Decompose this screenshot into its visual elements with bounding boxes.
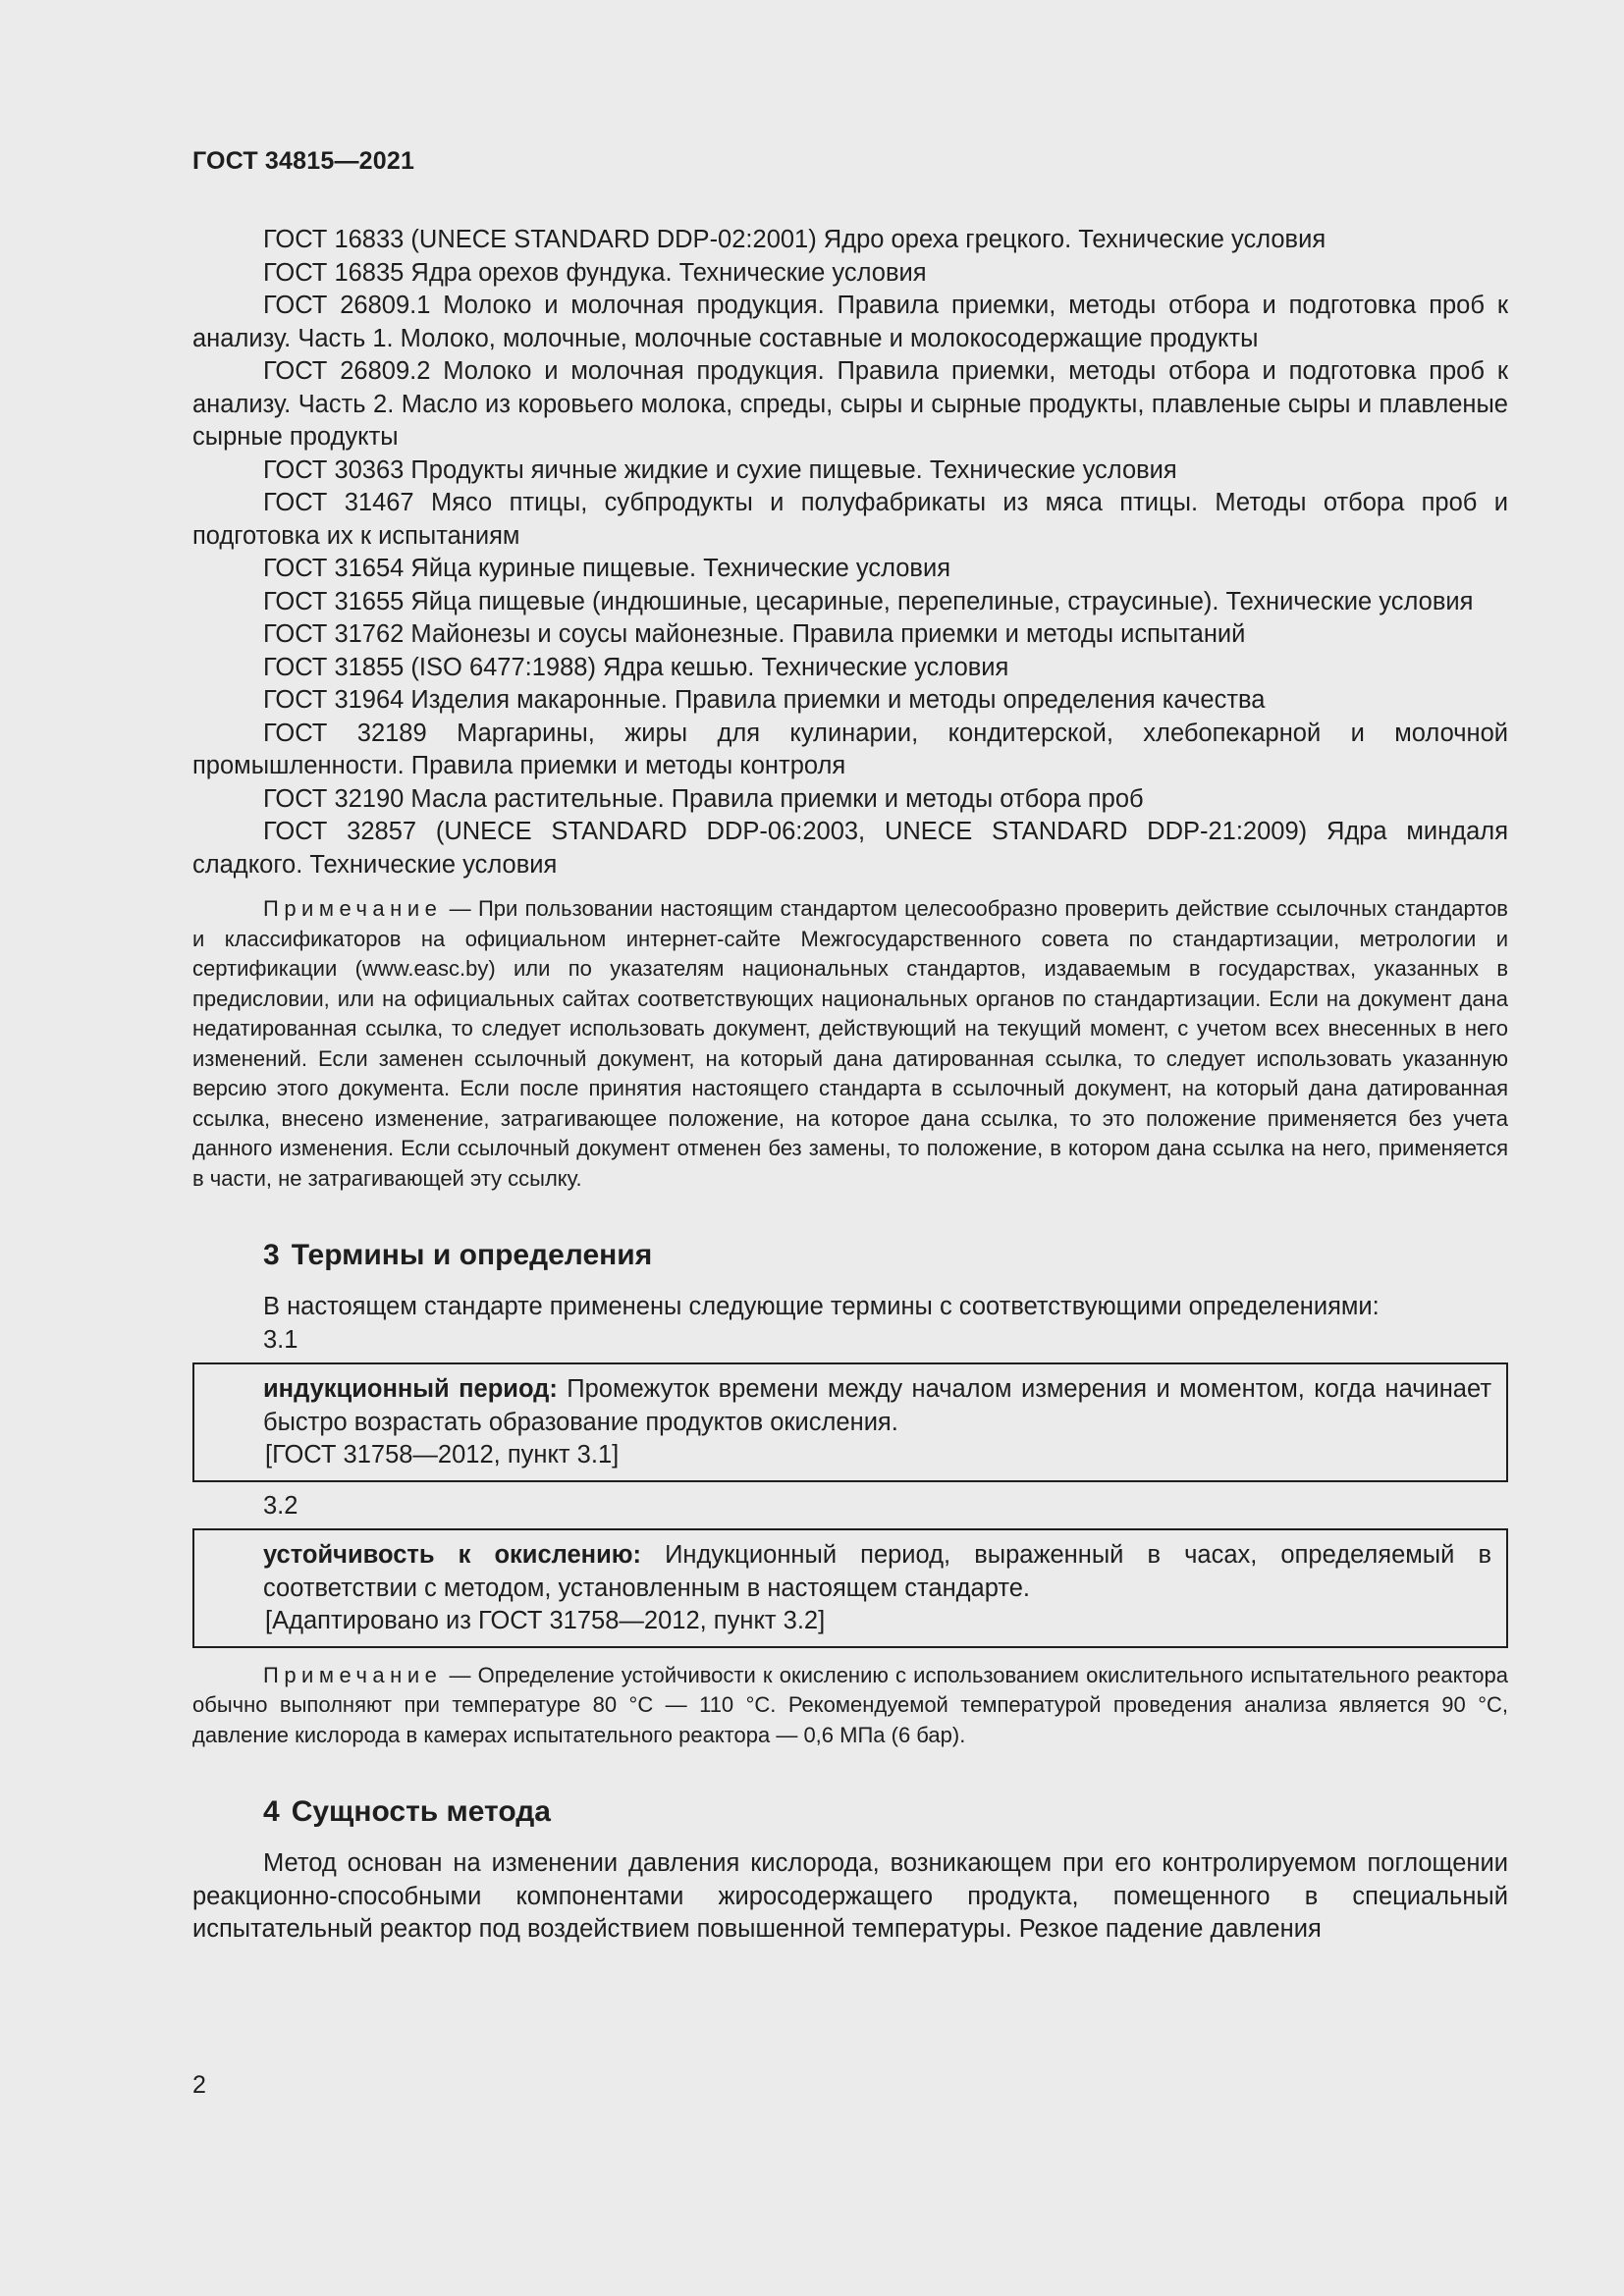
term-definition-box — [192, 1362, 1508, 1482]
reference-item: ГОСТ 30363 Продукты яичные жидкие и сухие пищевые. Технические условия — [263, 455, 1177, 484]
note-text: — Определение устойчивости к окислению с использованием окислительного испытательного реактора обычно выполняют при температуре 80 °С — 110 °С. Рекомендуемой температурой проведения анализа является 90 °С, давление кислорода в камерах испытательного реактора — 0,6 МПа (6 бар). — [192, 1662, 1508, 1747]
section-number: 4 — [263, 1795, 280, 1828]
term-definition: Промежуток времени между началом измерения и моментом, когда начинает быстро возрастать образование продуктов окисления. — [263, 1375, 1492, 1436]
term-name: индукционный период: — [263, 1375, 558, 1403]
section-3-heading — [263, 1236, 1508, 1275]
reference-item: ГОСТ 16835 Ядра орехов фундука. Технические условия — [263, 258, 927, 287]
reference-item: ГОСТ 31654 Яйца куриные пищевые. Технические условия — [263, 555, 951, 582]
reference-item: ГОСТ 31655 Яйца пищевые (индюшиные, цесариные, перепелиные, страусиные). Технические условия — [263, 587, 1474, 615]
reference-item: ГОСТ 31855 (ISO 6477:1988) Ядра кешью. Технические условия — [263, 653, 1009, 681]
reference-item: ГОСТ 31762 Майонезы и соусы майонезные. Правила приемки и методы испытаний — [263, 620, 1246, 648]
terms-note — [192, 1661, 1508, 1751]
section-4-heading — [263, 1792, 1508, 1832]
term-source: [Адаптировано из ГОСТ 31758—2012, пункт 3.2] — [265, 1607, 826, 1634]
reference-item: ГОСТ 26809.2 Молоко и молочная продукция. Правила приемки, методы отбора и подготовка проб к анализу. Часть 2. Масло из коровьего молока, спреды, сыры и сырные продукты, плавленые сыры и плавленые сырные продукты — [192, 357, 1508, 451]
term-definition-box — [192, 1528, 1508, 1648]
reference-item: ГОСТ 32857 (UNECE STANDARD DDP-06:2003, UNECE STANDARD DDP-21:2009) Ядра миндаля сладкого. Технические условия — [192, 818, 1508, 879]
term-definition: Индукционный период, выраженный в часах, определяемый в соответствии с методом, установленным в настоящем стандарте. — [263, 1541, 1491, 1602]
note-label: Примечание — [263, 1662, 443, 1687]
references-note — [192, 894, 1508, 1194]
reference-item: ГОСТ 31964 Изделия макаронные. Правила приемки и методы определения качества — [263, 686, 1266, 714]
section-title: Сущность метода — [291, 1795, 551, 1828]
section-3-intro: В настоящем стандарте применены следующие термины с соответствующими определениями: — [263, 1293, 1380, 1320]
reference-item: ГОСТ 32190 Масла растительные. Правила приемки и методы отбора проб — [263, 784, 1144, 813]
page-body — [192, 224, 1508, 1947]
note-text: — При пользовании настоящим стандартом целесообразно проверить действие ссылочных стандартов и классификаторов на официальном интернет-сайте Межгосударственного совета по стандартизации, метрологии и сертификации (www.easc.by) или по указателям национальных стандартов, издаваемым в государствах, указанных в предисловии, или на официальных сайтах соответствующих национальных органов по стандартизации. Если на документ дана недатированная ссылка, то следует использовать документ, действующий на текущий момент, с учетом всех внесенных в него изменений. Если заменен ссылочный документ, на который дана датированная ссылка, то следует использовать указанную версию этого документа. Если после принятия настоящего стандарта в ссылочный документ, на который дана датированная ссылка, внесено изменение, затрагивающее положение, на которое дана ссылка, то это положение применяется без учета данного изменения. Если ссылочный документ отменен без замены, то положение, в котором дана ссылка на него, применяется в части, не затрагивающей эту ссылку. — [192, 896, 1508, 1191]
normative-references-list — [192, 224, 1508, 881]
reference-item: ГОСТ 16833 (UNECE STANDARD DDP-02:2001) Ядро ореха грецкого. Технические условия — [263, 226, 1326, 253]
section-title: Термины и определения — [291, 1239, 653, 1271]
section-4-text: Метод основан на изменении давления кислорода, возникающем при его контролируемом поглощении реакционно-способными компонентами жиросодержащего продукта, помещенного в специальный испытательный реактор под воздействием повышенной температуры. Резкое падение давления — [192, 1849, 1508, 1943]
reference-item: ГОСТ 26809.1 Молоко и молочная продукция. Правила приемки, методы отбора и подготовка проб к анализу. Часть 1. Молоко, молочные, молочные составные и молокосодержащие продукты — [192, 292, 1508, 352]
term-number: 3.2 — [263, 1491, 298, 1520]
section-number: 3 — [263, 1239, 280, 1271]
term-name: устойчивость к окислению: — [263, 1541, 642, 1569]
document-header: ГОСТ 34815—2021 — [192, 147, 415, 175]
reference-item: ГОСТ 32189 Маргарины, жиры для кулинарии, кондитерской, хлебопекарной и молочной промышленности. Правила приемки и методы контроля — [192, 719, 1508, 779]
page-number: 2 — [192, 2071, 206, 2099]
term-number: 3.1 — [263, 1325, 298, 1354]
note-label: Примечание — [263, 896, 443, 921]
reference-item: ГОСТ 31467 Мясо птицы, субпродукты и полуфабрикаты из мяса птицы. Методы отбора проб и подготовка их к испытаниям — [192, 489, 1508, 550]
term-source: [ГОСТ 31758—2012, пункт 3.1] — [265, 1441, 620, 1468]
